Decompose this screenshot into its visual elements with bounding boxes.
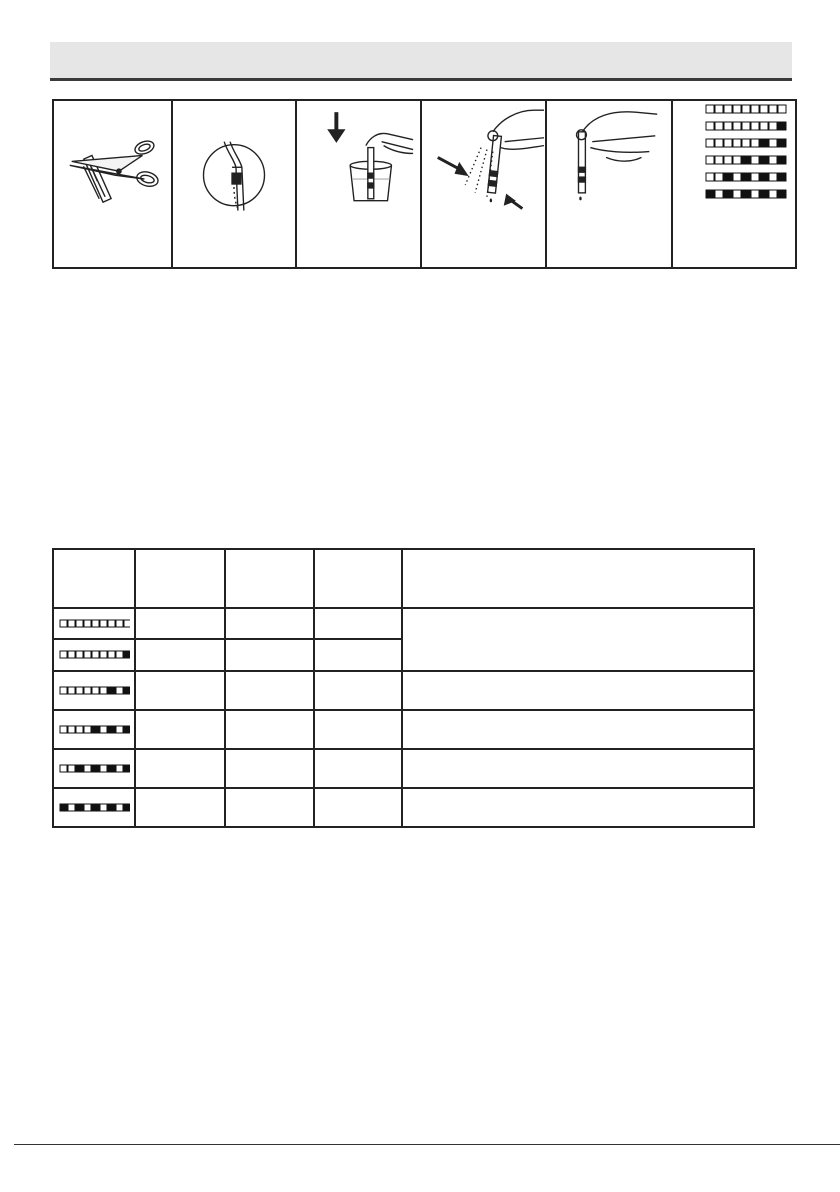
strip-square <box>100 726 107 733</box>
strip-square <box>68 651 75 658</box>
strip-square <box>76 651 83 658</box>
strip-square <box>84 804 91 811</box>
strip-square <box>100 620 107 627</box>
strip-square <box>92 651 99 658</box>
strip-square <box>778 190 786 198</box>
strip-square <box>706 139 714 147</box>
strip-square <box>724 122 732 130</box>
header-note <box>402 549 754 608</box>
strip-square <box>108 620 115 627</box>
strip-square <box>116 687 123 694</box>
strip-square <box>751 173 759 181</box>
table-cell <box>135 671 225 710</box>
strip-square <box>742 173 750 181</box>
strip-square <box>778 105 786 113</box>
strip-square <box>124 687 130 694</box>
strip-square <box>706 173 714 181</box>
strip-cell <box>53 671 135 710</box>
wait-strip-icon <box>547 101 671 267</box>
strip-square <box>724 156 732 164</box>
strip-square <box>100 687 107 694</box>
strip-square <box>760 105 768 113</box>
strip-square <box>124 765 130 772</box>
table-cell <box>314 788 402 827</box>
header-col-3 <box>314 549 402 608</box>
strip-square <box>92 804 99 811</box>
strip-square <box>108 726 115 733</box>
test-strip-icon <box>58 764 130 774</box>
strip-square <box>715 105 723 113</box>
header-strip <box>53 549 135 608</box>
hardness-table <box>52 548 755 828</box>
step-5-panel <box>547 101 673 267</box>
strip-square <box>68 687 75 694</box>
strip-square <box>76 620 83 627</box>
strip-square <box>108 765 115 772</box>
table-row <box>53 671 754 710</box>
strip-square <box>84 620 91 627</box>
strip-square <box>751 122 759 130</box>
strip-square <box>124 804 130 811</box>
strip-square <box>769 173 777 181</box>
tap-water-flow-icon <box>173 101 295 267</box>
strip-square <box>715 156 723 164</box>
strip-square <box>108 687 115 694</box>
strip-square <box>724 190 732 198</box>
test-strip-icon <box>58 650 130 660</box>
header-col-1 <box>135 549 225 608</box>
strip-square <box>715 139 723 147</box>
strip-square <box>724 173 732 181</box>
strip-square <box>84 651 91 658</box>
strip-square <box>68 804 75 811</box>
strip-square <box>124 620 130 627</box>
strip-square <box>715 173 723 181</box>
strip-square <box>84 765 91 772</box>
strip-square <box>60 804 67 811</box>
table-cell <box>314 608 402 639</box>
table-cell <box>135 639 225 671</box>
strip-cell <box>53 788 135 827</box>
strip-square <box>742 139 750 147</box>
strip-square <box>724 105 732 113</box>
strip-square <box>751 139 759 147</box>
strip-square <box>769 105 777 113</box>
note-cell <box>402 671 754 710</box>
strip-square <box>706 122 714 130</box>
table-cell <box>225 710 314 749</box>
strip-square <box>760 190 768 198</box>
strip-square <box>116 804 123 811</box>
strip-square <box>68 620 75 627</box>
strip-square <box>742 122 750 130</box>
strip-square <box>751 105 759 113</box>
footer-rule <box>14 1144 840 1145</box>
strip-square <box>706 156 714 164</box>
test-strip-icon <box>58 803 130 813</box>
strip-square <box>92 620 99 627</box>
strip-square <box>76 804 83 811</box>
table-cell <box>314 710 402 749</box>
strip-square <box>778 156 786 164</box>
strip-square <box>733 190 741 198</box>
strip-square <box>769 190 777 198</box>
strip-cell <box>53 608 135 639</box>
table-cell <box>135 788 225 827</box>
strip-square <box>715 190 723 198</box>
table-cell <box>225 671 314 710</box>
strip-square <box>84 726 91 733</box>
strip-square <box>769 156 777 164</box>
strip-square <box>108 651 115 658</box>
strip-square <box>760 156 768 164</box>
strip-square <box>76 687 83 694</box>
table-row <box>53 608 754 639</box>
note-cell <box>402 608 754 671</box>
step-4-panel <box>422 101 547 267</box>
strip-square <box>751 190 759 198</box>
strip-square <box>60 765 67 772</box>
step-2-panel <box>173 101 297 267</box>
table-cell <box>225 639 314 671</box>
table-row <box>53 788 754 827</box>
test-strip-icon <box>58 725 130 735</box>
table-cell <box>225 608 314 639</box>
table-cell <box>314 671 402 710</box>
strip-square <box>751 156 759 164</box>
table-cell <box>135 710 225 749</box>
strip-square <box>724 139 732 147</box>
header-band <box>50 42 792 78</box>
strip-square <box>92 726 99 733</box>
table-cell <box>135 749 225 788</box>
strip-square <box>100 804 107 811</box>
strip-square <box>76 726 83 733</box>
strip-square <box>733 139 741 147</box>
strip-square <box>60 726 67 733</box>
table-cell <box>225 749 314 788</box>
strip-square <box>769 139 777 147</box>
strip-square <box>760 139 768 147</box>
strip-square <box>733 173 741 181</box>
strip-square <box>706 190 714 198</box>
strip-square <box>715 122 723 130</box>
table-header-row <box>53 549 754 608</box>
hardness-scale-icon <box>673 101 799 267</box>
strip-square <box>742 105 750 113</box>
table-cell <box>225 788 314 827</box>
strip-cell <box>53 710 135 749</box>
strip-dipped-in-glass-icon <box>297 101 420 267</box>
strip-square <box>76 765 83 772</box>
table-cell <box>135 608 225 639</box>
strip-square <box>124 726 130 733</box>
strip-square <box>116 765 123 772</box>
header-col-2 <box>225 549 314 608</box>
strip-square <box>760 122 768 130</box>
strip-square <box>100 651 107 658</box>
strip-square <box>92 765 99 772</box>
strip-square <box>769 122 777 130</box>
shake-off-strip-icon <box>422 101 545 267</box>
strip-square <box>778 122 786 130</box>
strip-square <box>60 620 67 627</box>
strip-square <box>92 687 99 694</box>
table-row <box>53 710 754 749</box>
strip-square <box>116 651 123 658</box>
strip-square <box>116 620 123 627</box>
step-6-panel <box>673 101 799 267</box>
strip-cell <box>53 749 135 788</box>
test-strip-icon <box>58 619 130 629</box>
strip-square <box>778 173 786 181</box>
strip-cell <box>53 639 135 671</box>
test-strip-icon <box>58 686 130 696</box>
strip-square <box>733 105 741 113</box>
strip-square <box>124 651 130 658</box>
scissors-cutting-strip-icon <box>54 101 171 267</box>
strip-square <box>742 190 750 198</box>
table-cell <box>314 639 402 671</box>
instruction-steps <box>52 99 797 269</box>
strip-square <box>733 122 741 130</box>
header-rule <box>50 78 792 81</box>
step-3-panel <box>297 101 422 267</box>
strip-square <box>100 765 107 772</box>
strip-square <box>68 726 75 733</box>
note-cell <box>402 749 754 788</box>
strip-square <box>68 765 75 772</box>
strip-square <box>108 804 115 811</box>
strip-square <box>706 105 714 113</box>
strip-square <box>116 726 123 733</box>
table-row <box>53 749 754 788</box>
strip-square <box>84 687 91 694</box>
note-cell <box>402 788 754 827</box>
table-cell <box>314 749 402 788</box>
strip-square <box>60 687 67 694</box>
note-cell <box>402 710 754 749</box>
strip-square <box>60 651 67 658</box>
strip-square <box>742 156 750 164</box>
strip-square <box>778 139 786 147</box>
step-1-panel <box>54 101 173 267</box>
strip-square <box>733 156 741 164</box>
strip-square <box>760 173 768 181</box>
